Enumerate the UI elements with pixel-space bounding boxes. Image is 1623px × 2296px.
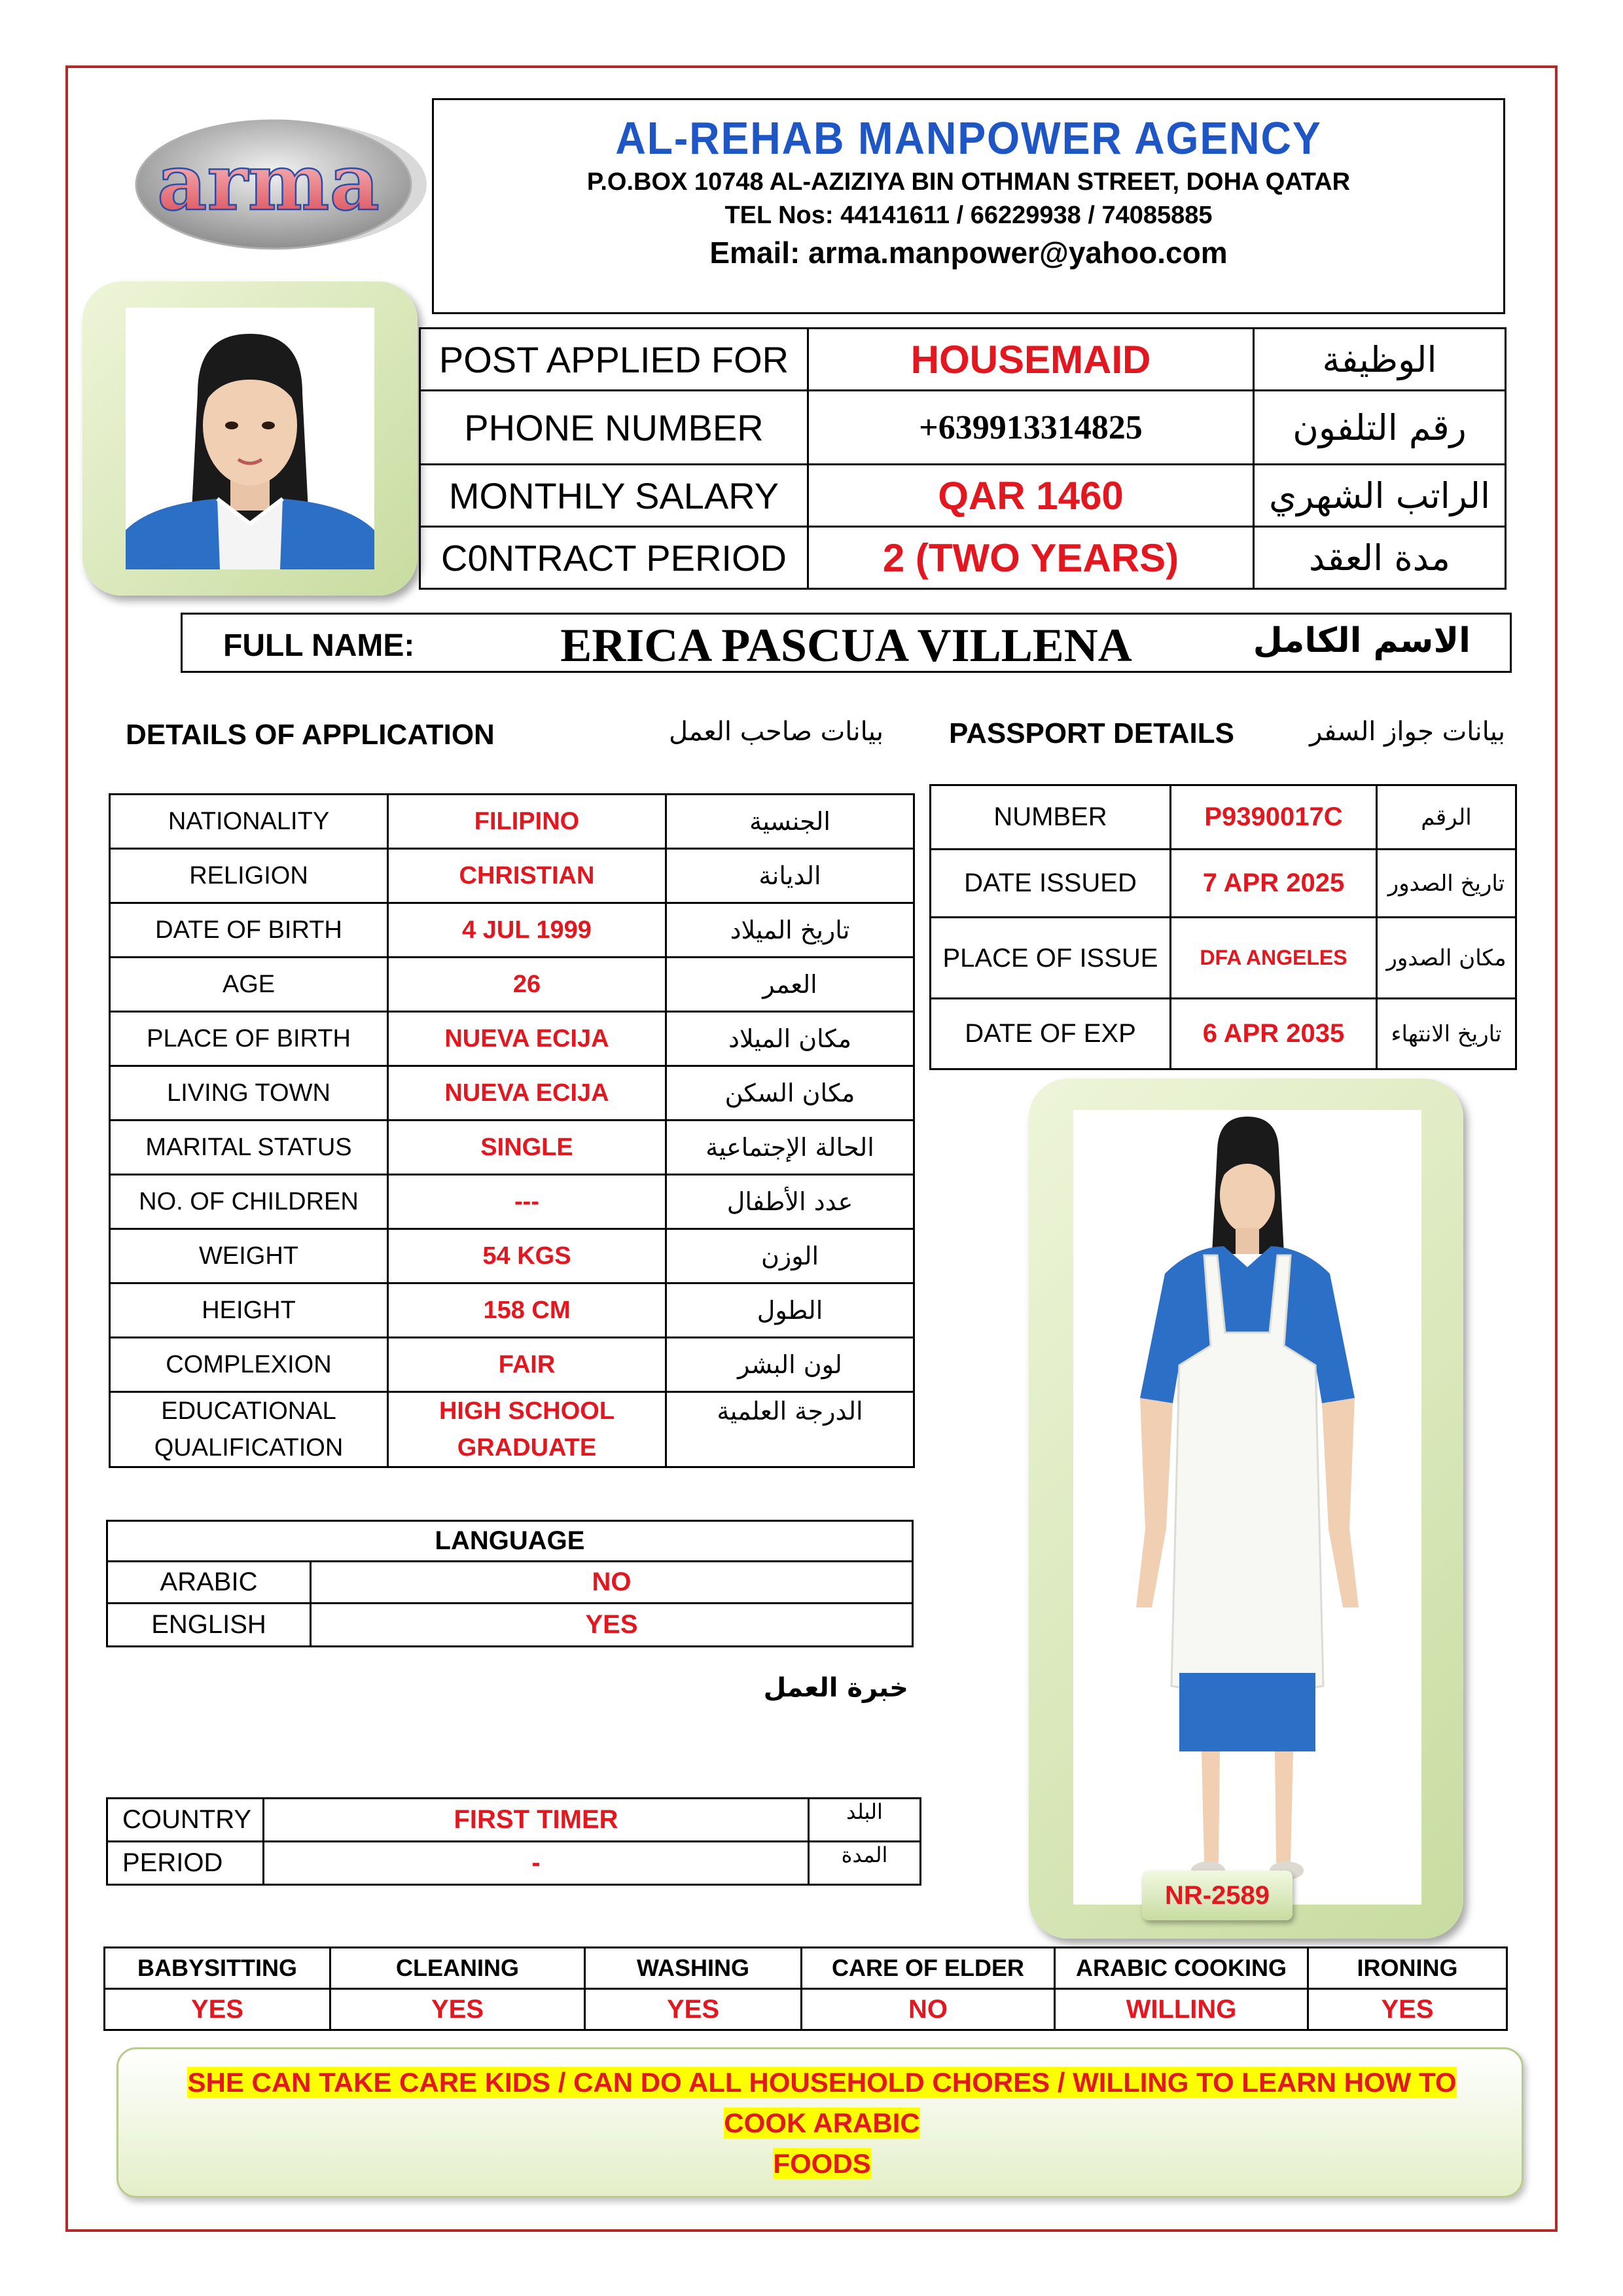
table-row [110,1229,914,1283]
detail-label-ar: الدرجة العلمية [666,1392,914,1467]
table-row [107,1521,913,1562]
passport-label-ar: مكان الصدور [1377,918,1516,999]
detail-label: LIVING TOWN [110,1066,388,1121]
detail-label-ar: مكان الميلاد [666,1012,914,1066]
detail-label-ar: مكان السكن [666,1066,914,1121]
table-row [110,1338,914,1392]
table-row [420,527,1506,589]
table-row [105,1948,1507,1989]
language-value: YES [311,1604,913,1647]
table-row [931,785,1516,850]
detail-value: FAIR [388,1338,666,1392]
table-row [110,795,914,849]
experience-title-ar: خبرة العمل [763,1673,908,1703]
phone-label-ar: رقم التلفون [1254,391,1506,465]
detail-value: NUEVA ECIJA [388,1066,666,1121]
salary-label: MONTHLY SALARY [420,465,808,527]
table-row [110,1121,914,1175]
agency-address: P.O.BOX 10748 AL-AZIZIYA BIN OTHMAN STREET, DOHA QATAR [586,168,1351,196]
table-row [110,903,914,958]
detail-label-ar: الطول [666,1283,914,1338]
remarks-line-1: SHE CAN TAKE CARE KIDS / CAN DO ALL HOUSEHOLD CHORES / WILLING TO LEARN HOW TO COOK ARABIC [187,2067,1457,2138]
passport-label-ar: تاريخ الصدور [1377,850,1516,918]
table-row [420,465,1506,527]
skill-value: WILLING [1055,1989,1308,2030]
skill-value: YES [105,1989,330,2030]
detail-label: AGE [110,958,388,1012]
detail-value: 54 KGS [388,1229,666,1283]
detail-value: NUEVA ECIJA [388,1012,666,1066]
detail-label: EDUCATIONAL QUALIFICATION [110,1392,388,1467]
passport-label: DATE OF EXP [931,999,1171,1069]
table-row [420,391,1506,465]
language-title: LANGUAGE [107,1521,913,1562]
detail-label: COMPLEXION [110,1338,388,1392]
full-name-value: ERICA PASCUA VILLENA [560,619,1132,672]
table-row [110,849,914,903]
contract-value: 2 (TWO YEARS) [808,527,1254,589]
detail-label-ar: الحالة الإجتماعية [666,1121,914,1175]
passport-value: P9390017C [1171,785,1377,850]
detail-label: PLACE OF BIRTH [110,1012,388,1066]
skill-label: CARE OF ELDER [802,1948,1055,1989]
agency-phone: TEL Nos: 44141611 / 66229938 / 74085885 [724,202,1213,229]
detail-label-ar: الجنسية [666,795,914,849]
experience-value: - [264,1842,809,1885]
contract-label: C0NTRACT PERIOD [420,527,808,589]
detail-label: MARITAL STATUS [110,1121,388,1175]
phone-label: PHONE NUMBER [420,391,808,465]
passport-title-ar: بيانات جواز السفر [1310,717,1505,747]
experience-label-ar: المدة [809,1842,921,1885]
salary-label-ar: الراتب الشهري [1254,465,1506,527]
table-row [110,958,914,1012]
logo-text: arma [157,137,380,228]
skill-label: WASHING [585,1948,802,1989]
table-row [931,918,1516,999]
skills-table [103,1946,1508,2031]
details-title: DETAILS OF APPLICATION [126,719,495,751]
language-table [106,1520,914,1647]
detail-value: 4 JUL 1999 [388,903,666,958]
skill-label: ARABIC COOKING [1055,1948,1308,1989]
agency-logo [118,105,432,262]
post-table [419,327,1507,590]
detail-label-ar: الديانة [666,849,914,903]
passport-label: PLACE OF ISSUE [931,918,1171,999]
remarks-line-2: FOODS [773,2148,871,2179]
experience-label-ar: البلد [809,1799,921,1842]
detail-label: RELIGION [110,849,388,903]
full-body-photo [1073,1110,1421,1905]
detail-value: CHRISTIAN [388,849,666,903]
detail-label-ar: عدد الأطفال [666,1175,914,1229]
passport-value: 6 APR 2035 [1171,999,1377,1069]
detail-value: 26 [388,958,666,1012]
portrait-frame [82,281,418,596]
details-title-ar: بيانات صاحب العمل [669,717,883,747]
skill-label: BABYSITTING [105,1948,330,1989]
portrait-photo [126,308,374,569]
detail-label: NO. OF CHILDREN [110,1175,388,1229]
detail-label-ar: تاريخ الميلاد [666,903,914,958]
skill-value: YES [585,1989,802,2030]
table-row [110,1175,914,1229]
passport-value: DFA ANGELES [1171,918,1377,999]
experience-value: FIRST TIMER [264,1799,809,1842]
phone-value: +639913314825 [808,391,1254,465]
detail-label-ar: العمر [666,958,914,1012]
language-label: ARABIC [107,1562,311,1604]
detail-value: 158 CM [388,1283,666,1338]
detail-label: WEIGHT [110,1229,388,1283]
post-label-ar: الوظيفة [1254,329,1506,391]
table-row [110,1012,914,1066]
detail-value: SINGLE [388,1121,666,1175]
detail-label: NATIONALITY [110,795,388,849]
language-value: NO [311,1562,913,1604]
skill-value: YES [1308,1989,1507,2030]
contract-label-ar: مدة العقد [1254,527,1506,589]
agency-header [432,98,1505,314]
table-row [107,1562,913,1604]
skill-label: CLEANING [330,1948,585,1989]
detail-value: --- [388,1175,666,1229]
detail-label-ar: لون البشر [666,1338,914,1392]
table-row [931,850,1516,918]
remarks-box [116,2047,1524,2198]
full-name-label-ar: الاسم الكامل [1253,621,1471,660]
table-row [110,1283,914,1338]
table-row [931,999,1516,1069]
skill-value: YES [330,1989,585,2030]
experience-label: PERIOD [107,1842,264,1885]
full-name-box [181,613,1512,673]
passport-label: DATE ISSUED [931,850,1171,918]
detail-value: FILIPINO [388,795,666,849]
agency-name: AL-REHAB MANPOWER AGENCY [615,113,1322,164]
language-label: ENGLISH [107,1604,311,1647]
post-value: HOUSEMAID [808,329,1254,391]
table-row [110,1066,914,1121]
detail-label-ar: الوزن [666,1229,914,1283]
skill-value: NO [802,1989,1055,2030]
agency-email: Email: arma.manpower@yahoo.com [709,236,1228,270]
remarks-text [154,2062,1489,2184]
skill-label: IRONING [1308,1948,1507,1989]
salary-value: QAR 1460 [808,465,1254,527]
full-name-label: FULL NAME: [223,628,415,663]
passport-label-ar: الرقم [1377,785,1516,850]
detail-label: DATE OF BIRTH [110,903,388,958]
passport-title: PASSPORT DETAILS [949,717,1234,749]
post-label: POST APPLIED FOR [420,329,808,391]
passport-table [929,784,1517,1070]
table-row [420,329,1506,391]
table-row [107,1604,913,1647]
table-row [105,1989,1507,2030]
details-table [109,793,915,1468]
table-row [110,1392,914,1467]
experience-label: COUNTRY [107,1799,264,1842]
passport-label: NUMBER [931,785,1171,850]
full-body-frame [1029,1079,1463,1939]
passport-label-ar: تاريخ الانتهاء [1377,999,1516,1069]
reference-code: NR-2589 [1142,1871,1293,1920]
detail-label: HEIGHT [110,1283,388,1338]
detail-value: HIGH SCHOOL GRADUATE [388,1392,666,1467]
table-row [107,1799,921,1842]
table-row [107,1842,921,1885]
experience-table [106,1797,921,1886]
passport-value: 7 APR 2025 [1171,850,1377,918]
